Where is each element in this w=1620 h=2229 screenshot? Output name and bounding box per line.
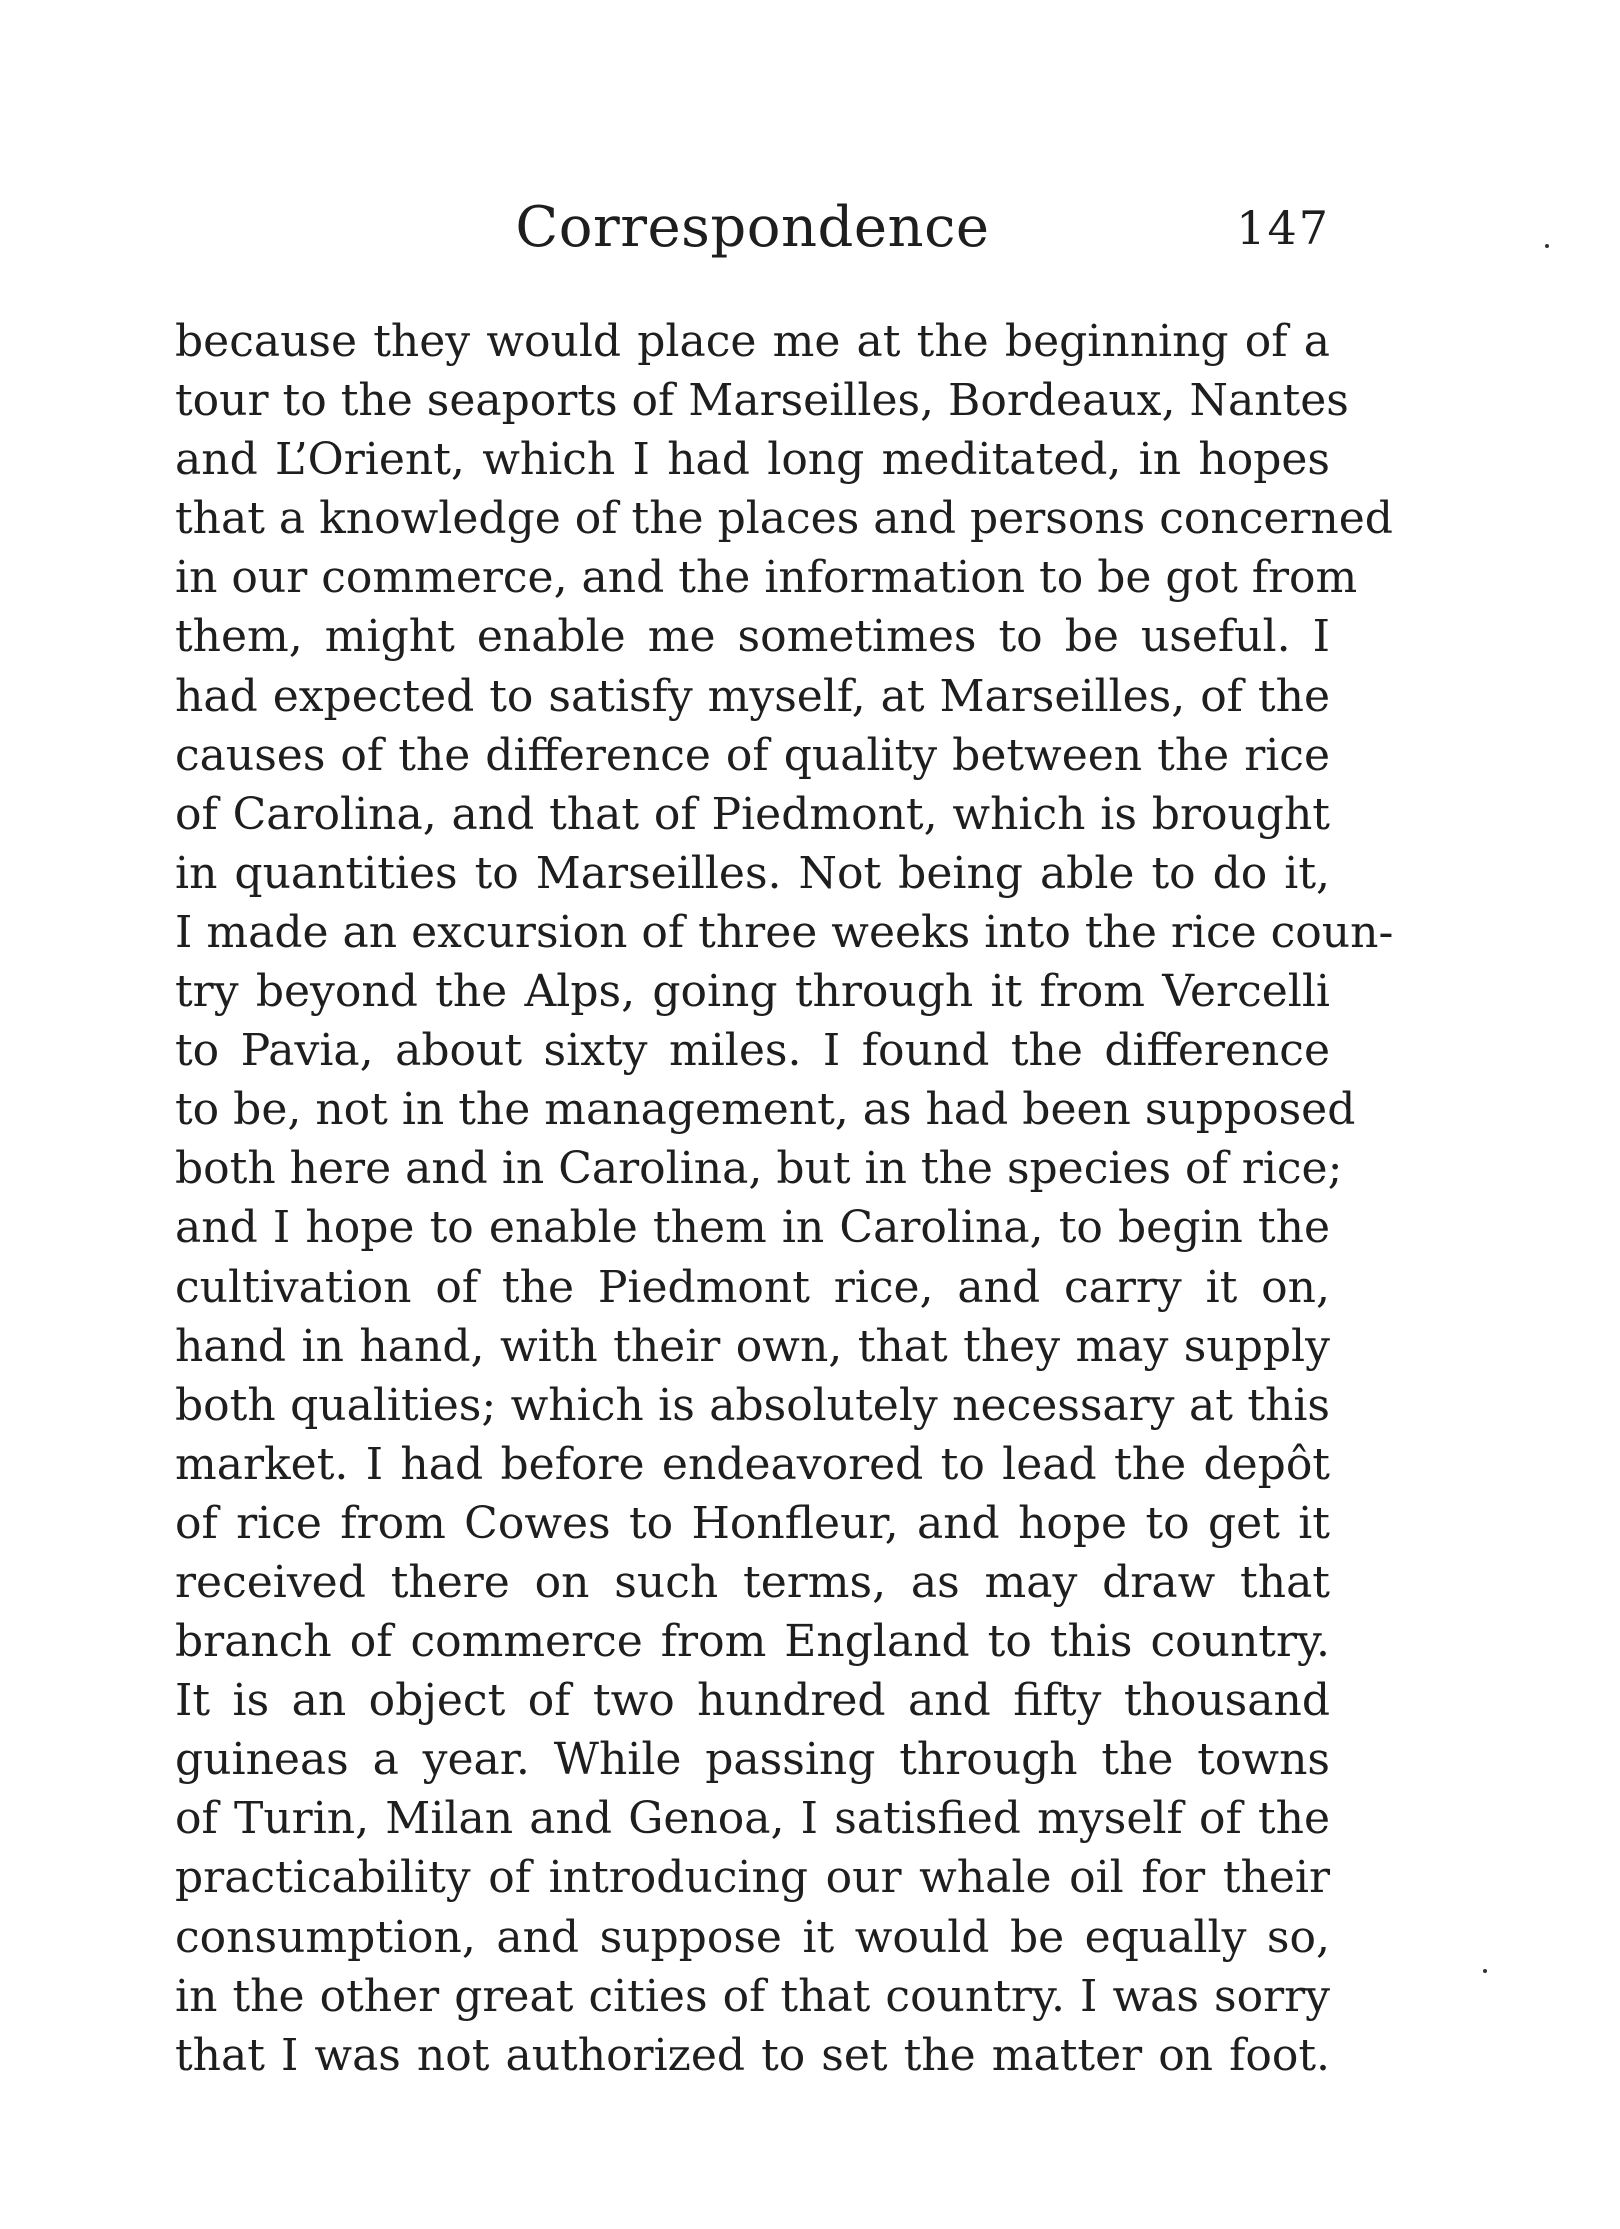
scan-speck <box>1483 1969 1487 1973</box>
text-line: received there on such terms, as may draw that <box>175 1556 1330 1608</box>
body-text <box>175 312 1394 2085</box>
page-number: 147 <box>1236 201 1330 255</box>
text-line: in quantities to Marseilles. Not being able to do it, <box>175 847 1330 899</box>
text-line: had expected to satisfy myself, at Marseilles, of the <box>175 670 1330 722</box>
text-line: practicability of introducing our whale oil for their <box>175 1852 1330 1904</box>
text-line: consumption, and suppose it would be equally so, <box>175 1911 1330 1963</box>
text-line: and L’Orient, which I had long meditated, in hopes <box>175 434 1330 486</box>
scan-speck <box>1545 244 1549 248</box>
text-line: of rice from Cowes to Honfleur, and hope to get it <box>175 1497 1330 1549</box>
text-line: because they would place me at the beginning of a <box>175 316 1330 367</box>
text-line: causes of the difference of quality between the rice <box>175 729 1330 781</box>
running-head <box>175 188 1330 268</box>
text-line: market. I had before endeavored to lead the depôt <box>175 1438 1330 1490</box>
text-line: in our commerce, and the information to be got from <box>175 552 1358 604</box>
text-line: try beyond the Alps, going through it from Vercelli <box>175 966 1330 1018</box>
text-line: and I hope to enable them in Carolina, to begin the <box>175 1202 1330 1254</box>
text-line: both here and in Carolina, but in the species of rice; <box>175 1143 1343 1195</box>
text-line: tour to the seaports of Marseilles, Bordeaux, Nantes <box>175 375 1349 427</box>
text-line: guineas a year. While passing through the towns <box>175 1734 1330 1786</box>
text-line: in the other great cities of that country. I was sorry <box>175 1970 1330 2022</box>
text-line: that a knowledge of the places and persons concerned <box>175 493 1393 545</box>
text-line: that I was not authorized to set the matter on foot. <box>175 2029 1330 2081</box>
text-line: branch of commerce from England to this country. <box>175 1616 1330 1668</box>
text-line: of Carolina, and that of Piedmont, which is brought <box>175 788 1330 840</box>
text-line: It is an object of two hundred and fifty thousand <box>175 1675 1330 1727</box>
page-title: Correspondence <box>515 195 990 260</box>
text-line: of Turin, Milan and Genoa, I satisfied myself of the <box>175 1793 1330 1845</box>
text-line: hand in hand, with their own, that they may supply <box>175 1320 1330 1372</box>
text-line: I made an excursion of three weeks into the rice coun- <box>175 906 1394 958</box>
text-line: both qualities; which is absolutely necessary at this <box>175 1379 1330 1431</box>
text-line: to Pavia, about sixty miles. I found the difference <box>175 1025 1330 1077</box>
text-line: to be, not in the management, as had been supposed <box>175 1084 1356 1136</box>
text-line: them, might enable me sometimes to be useful. I <box>175 611 1330 663</box>
text-line: cultivation of the Piedmont rice, and carry it on, <box>175 1261 1330 1313</box>
